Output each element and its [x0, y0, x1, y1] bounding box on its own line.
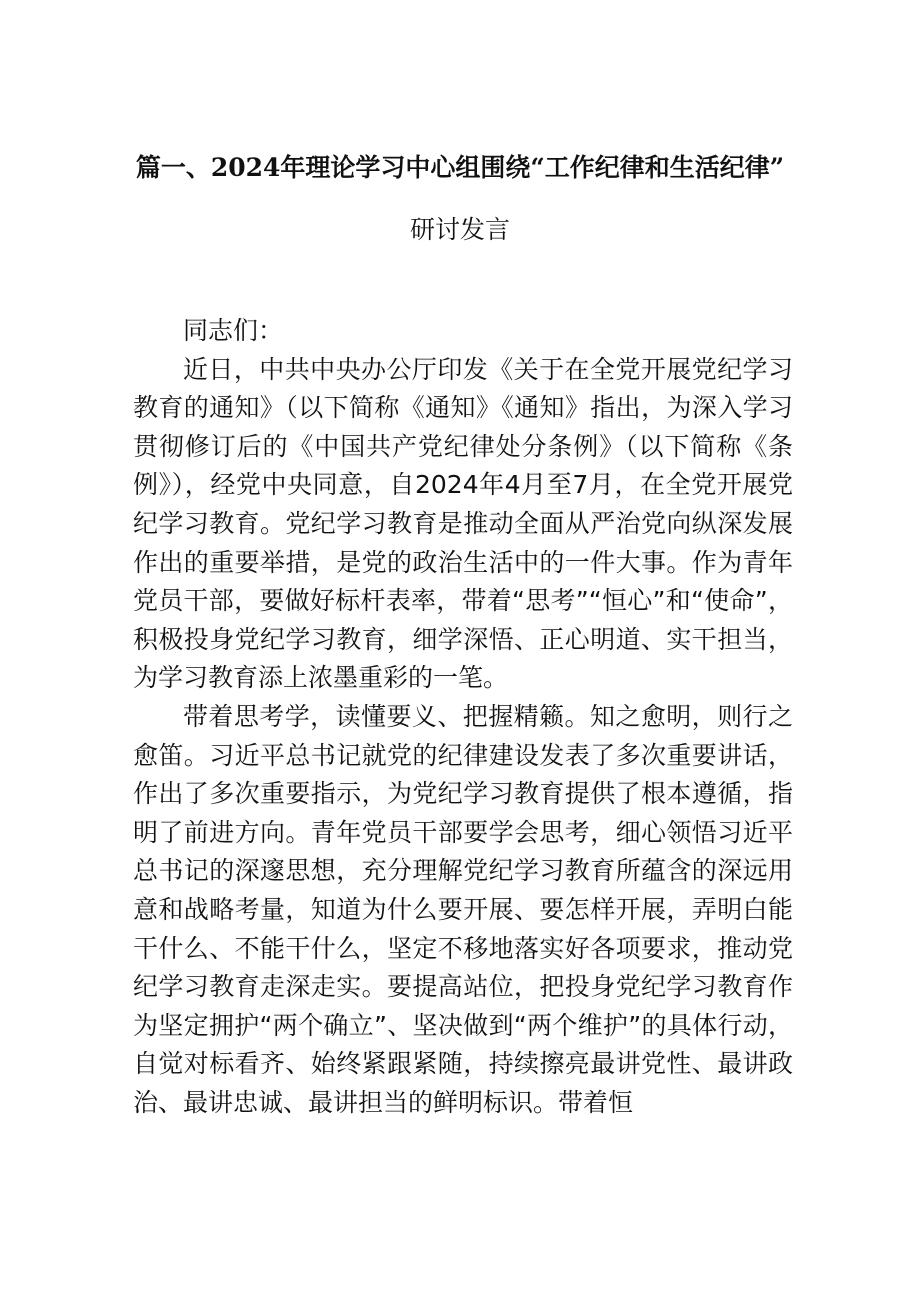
document-title-line-1: 篇一、2024年理论学习中心组围绕“工作纪律和生活纪律” — [135, 153, 785, 182]
paragraph-1: 近日，中共中央办公厅印发《关于在全党开展党纪学习教育的通知》（以下简称《通知》《通知》指出，为深入学习贯彻修订后的《中国共产党纪律处分条例》（以下简称《条例》），经党中央同意，自2024年4月至7月，在全党开展党纪学习教育。党纪学习教育是推动全面从严治党向纵深发展作出的重要举措，是党的政治生活中的一件大事。作为青年党员干部，要做好标杆表率，带着“思考”“恒心”和“使命”，积极投身党纪学习教育，细学深悟、正心明道、实干担当，为学习教育添上浓墨重彩的一笔。 — [133, 354, 793, 693]
salutation: 同志们： — [183, 316, 284, 345]
document-title-line-2: 研讨发言 — [409, 215, 510, 244]
paragraph-2: 带着思考学，读懂要义、把握精籁。知之愈明，则行之愈笛。习近平总书记就党的纪律建设发表了多次重要讲话，作出了多次重要指示，为党纪学习教育提供了根本遵循，指明了前进方向。青年党员干部要学会思考，细心领悟习近平总书记的深邃思想，充分理解党纪学习教育所蕴含的深远用意和战略考量，知道为什么要开展、要怎样开展，弄明白能干什么、不能干什么，坚定不移地落实好各项要求，推动党纪学习教育走深走实。要提高站位，把投身党纪学习教育作为坚定拥护“两个确立”、坚决做到“两个维护”的具体行动，自觉对标看齐、始终紧跟紧随，持续擦亮最讲党性、最讲政治、最讲忠诚、最讲担当的鲜明标识。带着恒 — [133, 701, 793, 1117]
document-body — [133, 312, 793, 1122]
